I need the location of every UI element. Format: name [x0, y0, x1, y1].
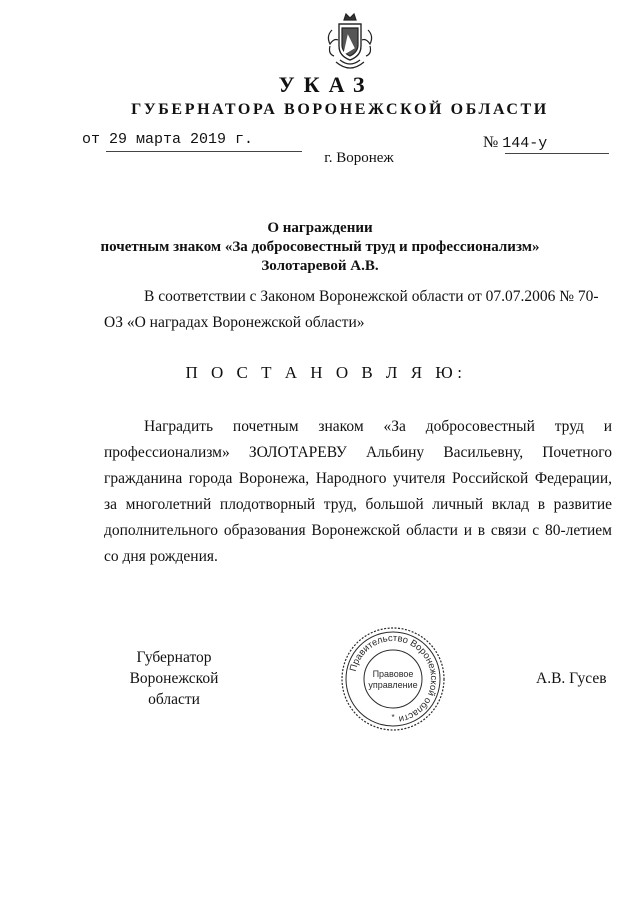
signatory-name: А.В. Гусев — [536, 670, 607, 687]
date-value: 29 марта 2019 г. — [109, 131, 254, 148]
title-line-2: почетным знаком «За добросовестный труд и профессионализм» — [100, 239, 540, 255]
award-paragraph: Наградить почетным знаком «За добросовестный труд и профессионализм» ЗОЛОТАРЕВУ Альбину Васильевну, Почетного гражданина города Воронежа, Народного учителя Российской Федерации, за многолетний плодотворный труд, большой личный вклад в развитие дополнительного образования Воронежской области и в связи с 80-летием со дня рождения. — [104, 418, 612, 565]
date-field — [82, 131, 253, 148]
position-line-1: Губернатор — [136, 649, 212, 666]
coat-of-arms-icon — [324, 10, 376, 74]
date-prefix: от — [82, 131, 101, 148]
stamp-inner-line-2: управление — [368, 680, 418, 690]
decree-word: П О С Т А Н О В Л Я Ю: — [185, 363, 467, 382]
signatory-position — [104, 647, 244, 710]
title-line-1: О награждении — [267, 220, 373, 236]
official-stamp — [340, 626, 446, 732]
number-value: 144-у — [502, 135, 548, 152]
legal-basis-paragraph: В соответствии с Законом Воронежской области от 07.07.2006 № 70-ОЗ «О наградах Воронежской области» — [104, 288, 599, 331]
position-line-2: Воронежской области — [129, 670, 219, 708]
issuer-heading: ГУБЕРНАТОРА ВОРОНЕЖСКОЙ ОБЛАСТИ — [131, 101, 549, 118]
stamp-outer-text: Правительство Воронежской области — [347, 632, 440, 725]
city-label: г. Воронеж — [324, 150, 394, 166]
title-line-3: Золотаревой А.В. — [261, 258, 379, 274]
number-sign: № — [483, 134, 499, 151]
document-type-heading: УКАЗ — [278, 72, 374, 97]
document-title — [0, 219, 640, 276]
svg-text:*: * — [391, 713, 395, 722]
stamp-inner-line-1: Правовое — [372, 669, 414, 679]
